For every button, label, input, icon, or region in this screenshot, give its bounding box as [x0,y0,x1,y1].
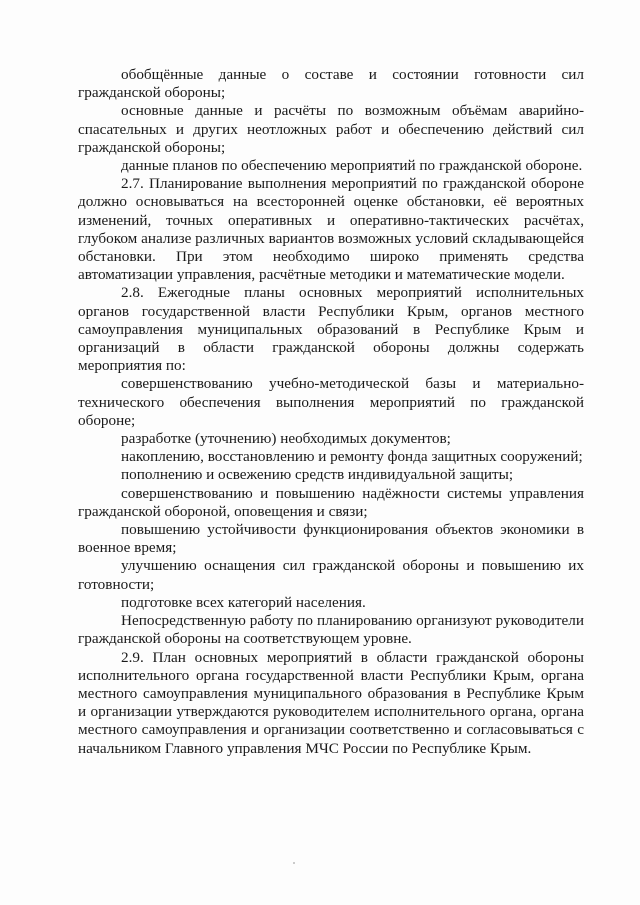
document-body [78,66,584,758]
list-item: подготовке всех категорий населения. [121,593,366,611]
section-2-9: 2.9. План основных мероприятий в области гражданской обороны исполнительного органа государственной власти Республики Крым, органа местного самоуправления муниципального образования в Республике Крым и организации утверждаются руководителем исполнительного органа, органа местного самоуправления и организации соответственно и согласовываться с начальником Главного управления МЧС России по Республике Крым. [78,648,584,757]
list-item: совершенствованию учебно-методической базы и материально-технического обеспечения выполнения мероприятий по гражданской обороне; [78,375,584,429]
paragraph: обобщённые данные о составе и состоянии готовности сил гражданской обороны; [78,66,584,102]
section-2-7: 2.7. Планирование выполнения мероприятий по гражданской обороне должно основываться на всесторонней оценке обстановки, её вероятных изменений, точных оперативных и оперативно-тактических расчётах, глубоком анализе различных вариантов возможных условий складывающейся обстановки. При этом необходимо широко применять средства автоматизации управления, расчётные методики и математические модели. [78,175,584,284]
paragraph: данные планов по обеспечению мероприятий по гражданской обороне. [121,157,583,175]
list-item: разработке (уточнению) необходимых документов; [121,430,451,448]
list-item: повышению устойчивости функционирования объектов экономики в военное время; [78,521,584,557]
section-2-8: 2.8. Ежегодные планы основных мероприятий исполнительных органов государственной власти Республики Крым, органов местного самоуправления муниципальных образований в Республике Крым и организаций в области гражданской обороны должны содержать мероприятия по: [78,284,584,375]
list-item: совершенствованию и повышению надёжности системы управления гражданской обороной, оповещения и связи; [78,484,584,520]
list-item: накоплению, восстановлению и ремонту фонда защитных сооружений; [121,448,583,466]
list-item: улучшению оснащения сил гражданской обороны и повышению их готовности; [78,557,584,593]
paragraph: Непосредственную работу по планированию организуют руководители гражданской обороны на соответствующем уровне. [78,612,584,648]
paragraph: основные данные и расчёты по возможным объёмам аварийно-спасательных и других неотложных работ и обеспечению действий сил гражданской обороны; [78,102,584,156]
list-item: пополнению и освежению средств индивидуальной защиты; [121,466,514,484]
scan-speck [293,862,295,864]
